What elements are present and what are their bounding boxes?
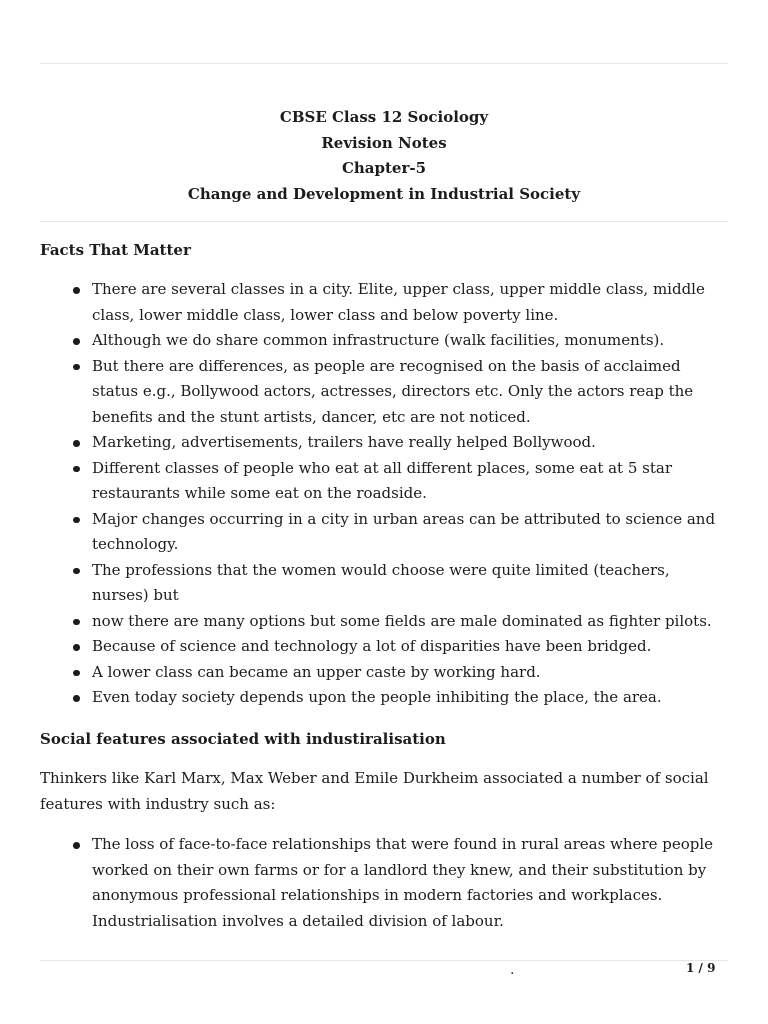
list-item: Although we do share common infrastructure (walk facilities, monuments). (40, 328, 730, 354)
title-line-2: Revision Notes (321, 133, 447, 152)
footer-dot: . (510, 962, 515, 978)
list-item: But there are differences, as people are recognised on the basis of acclaimed status e.g., Bollywood actors, actresses, directors etc. Only the actors reap the benefits and the stunt artists, dancer, etc are not noticed. (40, 354, 730, 431)
social-features-heading: Social features associated with industiralisation (40, 730, 446, 748)
list-item: There are several classes in a city. Elite, upper class, upper middle class, middle class, lower middle class, lower class and below poverty line. (40, 277, 730, 328)
bottom-rule (40, 960, 728, 961)
list-item: now there are many options but some fields are male dominated as fighter pilots. (40, 609, 730, 635)
list-item: A lower class can became an upper caste by working hard. (40, 660, 730, 686)
title-line-4: Change and Development in Industrial Society (187, 184, 581, 203)
page-number: 1 / 9 (686, 961, 716, 975)
title-line-1: CBSE Class 12 Sociology (279, 108, 489, 126)
document-title (0, 105, 768, 207)
list-item: The loss of face-to-face relationships that were found in rural areas where people worked on their own farms or for a landlord they knew, and their substitution by anonymous professional relationships in modern factories and workplaces. Industrialisation involves a detailed division of labour. (40, 832, 730, 934)
list-item: Marketing, advertisements, trailers have really helped Bollywood. (40, 430, 730, 456)
list-item: The professions that the women would choose were quite limited (teachers, nurses) but (40, 558, 730, 609)
social-features-intro: Thinkers like Karl Marx, Max Weber and Emile Durkheim associated a number of social features with industry such as: (40, 769, 709, 813)
list-item: Even today society depends upon the people inhibiting the place, the area. (40, 685, 730, 711)
top-rule (40, 63, 728, 64)
title-rule (40, 221, 728, 222)
social-features-list (40, 832, 730, 934)
facts-heading: Facts That Matter (40, 241, 191, 259)
title-line-3: Chapter-5 (341, 159, 427, 177)
list-item: Because of science and technology a lot of disparities have been bridged. (40, 634, 730, 660)
facts-list (40, 277, 730, 711)
list-item: Major changes occurring in a city in urban areas can be attributed to science and technology. (40, 507, 730, 558)
list-item: Different classes of people who eat at all different places, some eat at 5 star restaurants while some eat on the roadside. (40, 456, 730, 507)
